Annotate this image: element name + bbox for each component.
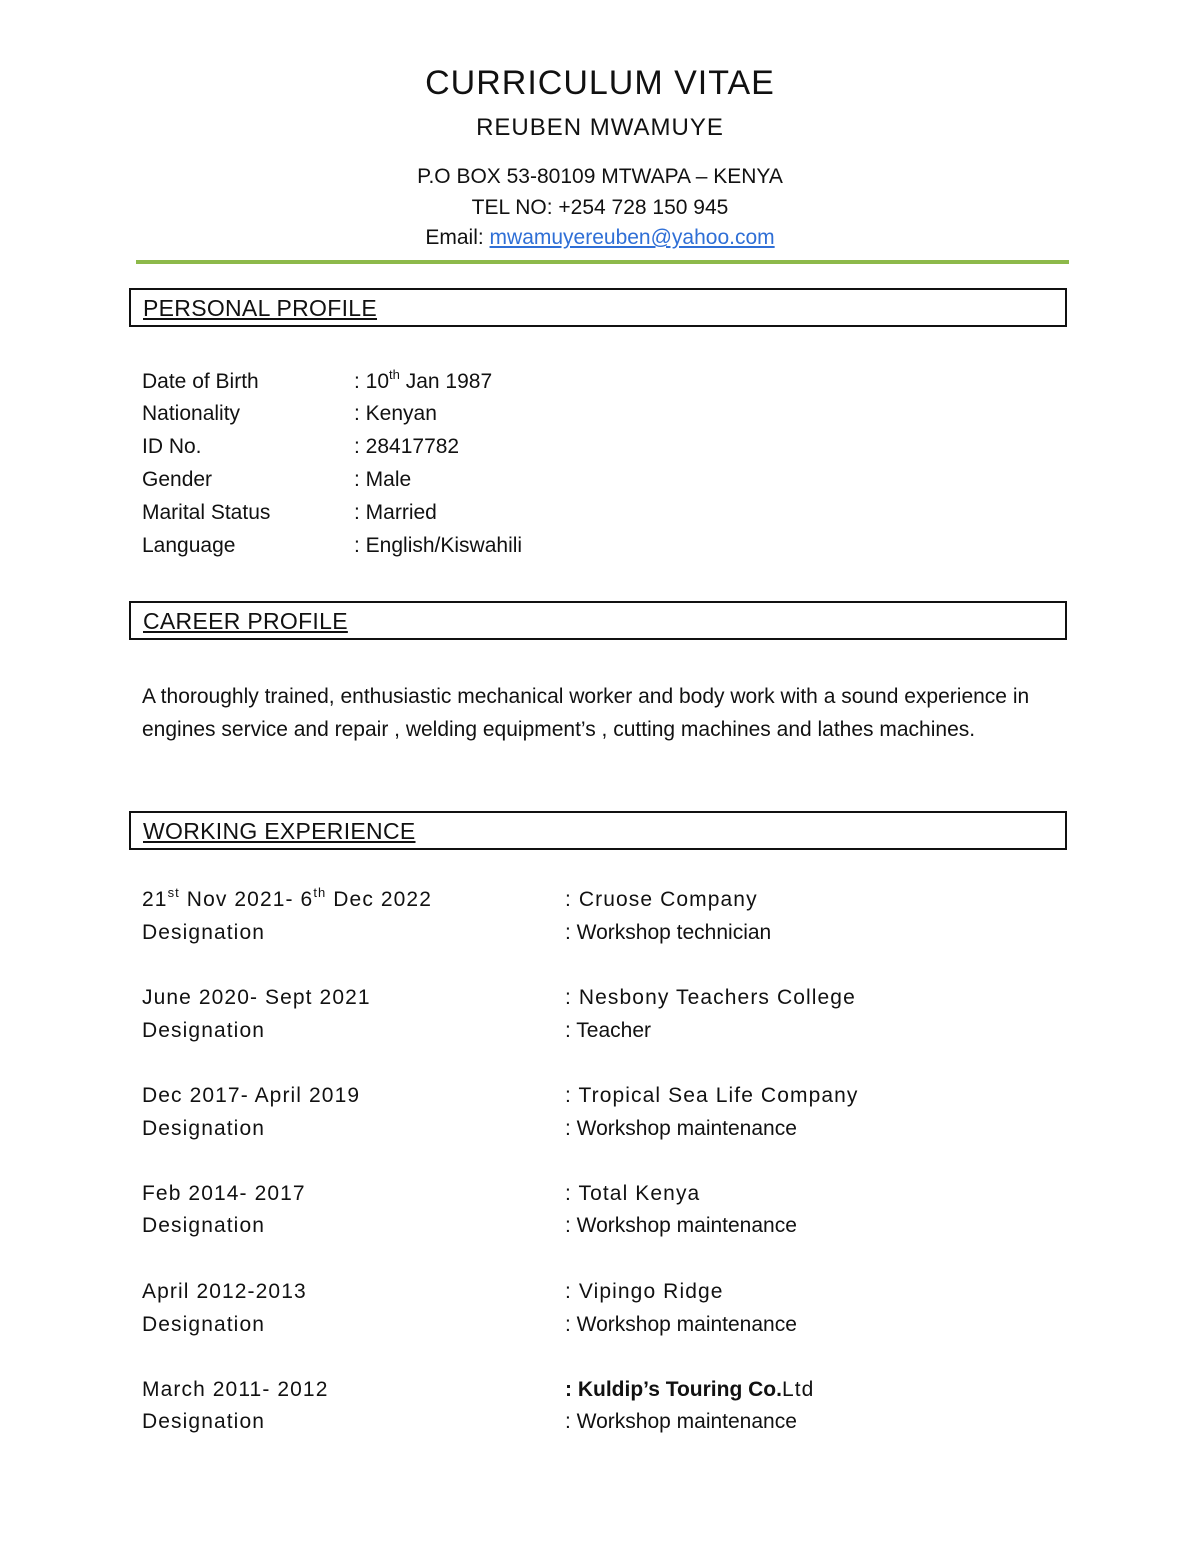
- job-designation-row: [142, 921, 1062, 951]
- designation-label: Designation: [142, 1214, 266, 1237]
- profile-label: Marital Status: [142, 501, 271, 524]
- job-company: : Total Kenya: [565, 1182, 701, 1205]
- document-title: CURRICULUM VITAE: [425, 64, 775, 102]
- job-company: : Vipingo Ridge: [565, 1280, 724, 1303]
- job-designation-row: [142, 1410, 1062, 1440]
- job-company: : Cruose Company: [565, 888, 758, 911]
- job-designation: : Workshop maintenance: [565, 1214, 797, 1237]
- profile-label: Nationality: [142, 402, 241, 425]
- job-period-row: [142, 1182, 1062, 1212]
- job-period: Dec 2017- April 2019: [142, 1084, 361, 1107]
- job-period: June 2020- Sept 2021: [142, 986, 371, 1009]
- profile-value: : Kenyan: [354, 402, 437, 425]
- profile-value: : 10th Jan 1987: [354, 367, 493, 393]
- profile-row-gender: [142, 468, 1062, 498]
- postal-address: P.O BOX 53-80109 MTWAPA – KENYA: [417, 165, 783, 188]
- job-designation-row: [142, 1313, 1062, 1343]
- job-designation: : Workshop maintenance: [565, 1313, 797, 1336]
- job-period: 21st Nov 2021- 6th Dec 2022: [142, 885, 432, 911]
- profile-row-language: [142, 534, 1062, 564]
- email-line: [0, 226, 1200, 250]
- job-period-row: [142, 986, 1062, 1016]
- profile-label: Gender: [142, 468, 213, 491]
- job-designation: : Workshop technician: [565, 921, 772, 944]
- job-designation: : Teacher: [565, 1019, 651, 1042]
- designation-label: Designation: [142, 1313, 266, 1336]
- profile-value: : Married: [354, 501, 437, 524]
- job-period: April 2012-2013: [142, 1280, 307, 1303]
- profile-label: Date of Birth: [142, 370, 259, 393]
- career-profile-text: A thoroughly trained, enthusiastic mechanical worker and body work with a sound experience in engines service and repair , welding equipment’s , cutting machines and lathes machines.: [142, 685, 1030, 741]
- job-designation: : Workshop maintenance: [565, 1117, 797, 1140]
- job-designation-row: [142, 1117, 1062, 1147]
- profile-label: Language: [142, 534, 236, 557]
- profile-value: : 28417782: [354, 435, 460, 458]
- designation-label: Designation: [142, 1410, 266, 1433]
- header-divider: [136, 260, 1069, 264]
- designation-label: Designation: [142, 1019, 266, 1042]
- email-link[interactable]: mwamuyereuben@yahoo.com: [489, 226, 775, 249]
- job-company: : Nesbony Teachers College: [565, 986, 856, 1009]
- designation-label: Designation: [142, 1117, 266, 1140]
- job-designation-row: [142, 1214, 1062, 1244]
- personal-profile-heading: PERSONAL PROFILE: [143, 295, 378, 321]
- profile-row-dob: [142, 367, 1062, 400]
- telephone-number: TEL NO: +254 728 150 945: [471, 196, 729, 219]
- job-period-row: [142, 1280, 1062, 1310]
- job-designation-row: [142, 1019, 1062, 1049]
- working-experience-heading-box: [129, 811, 1067, 850]
- working-experience-heading: WORKING EXPERIENCE: [143, 818, 416, 844]
- profile-row-id: [142, 435, 1062, 465]
- profile-row-nationality: [142, 402, 1062, 432]
- job-designation: : Workshop maintenance: [565, 1410, 797, 1433]
- profile-value: : English/Kiswahili: [354, 534, 523, 557]
- profile-value: : Male: [354, 468, 412, 491]
- email-label: Email:: [425, 226, 490, 249]
- candidate-name: REUBEN MWAMUYE: [476, 114, 724, 141]
- job-period: March 2011- 2012: [142, 1378, 329, 1401]
- job-company: : Tropical Sea Life Company: [565, 1084, 859, 1107]
- designation-label: Designation: [142, 921, 266, 944]
- job-period-row: [142, 1084, 1062, 1114]
- personal-profile-heading-box: [129, 288, 1067, 327]
- career-profile-heading-box: [129, 601, 1067, 640]
- job-period-row: [142, 1378, 1062, 1408]
- job-period: Feb 2014- 2017: [142, 1182, 306, 1205]
- job-period-row: [142, 885, 1062, 918]
- job-company: : Kuldip’s Touring Co.Ltd: [565, 1378, 815, 1401]
- career-profile-heading: CAREER PROFILE: [143, 608, 348, 634]
- profile-label: ID No.: [142, 435, 202, 458]
- profile-row-marital-status: [142, 501, 1062, 531]
